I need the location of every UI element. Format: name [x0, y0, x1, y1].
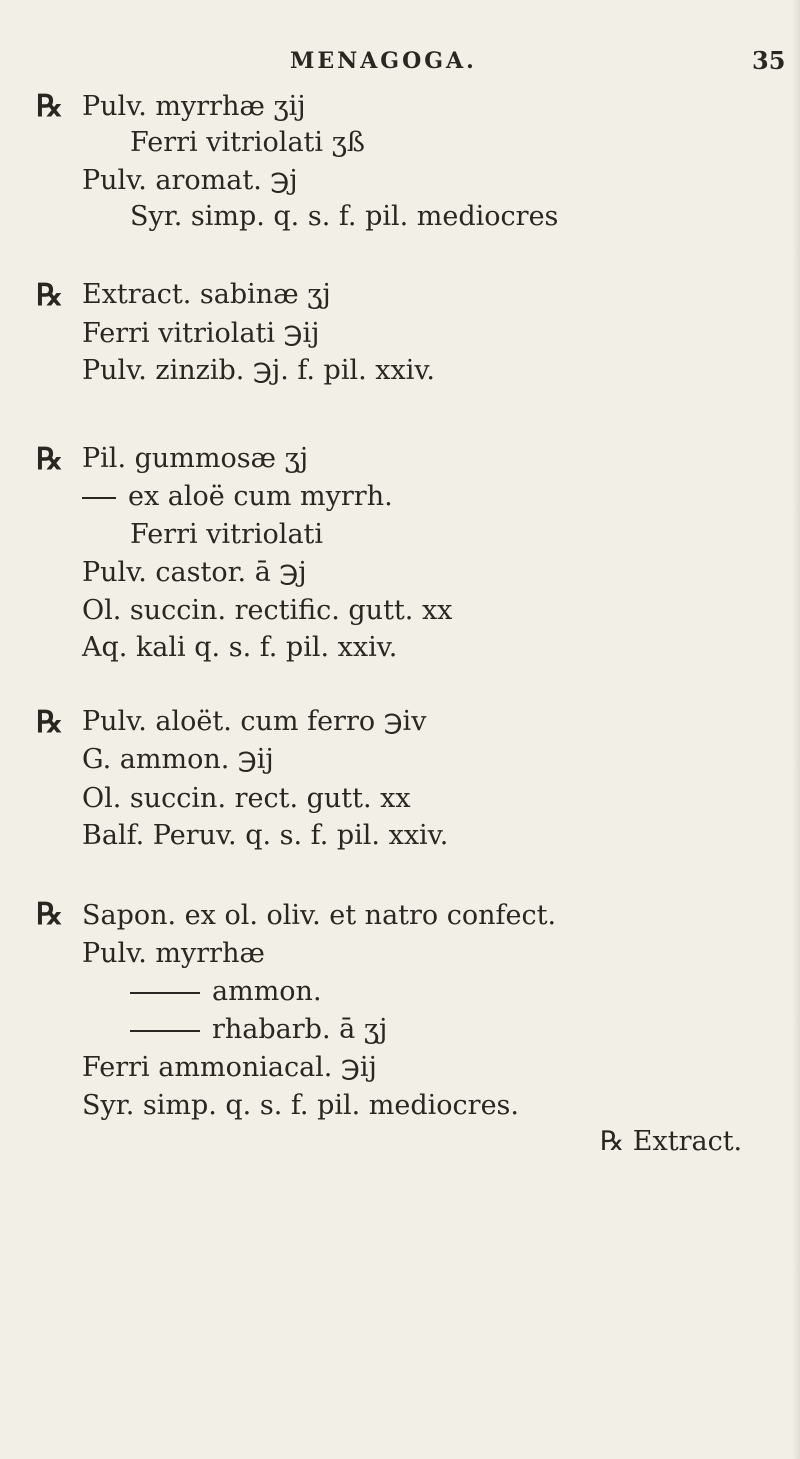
ditto-dash [82, 497, 116, 499]
page-title: MENAGOGA. [290, 48, 477, 74]
recipe-symbol: ℞ [36, 89, 63, 124]
recipe-line: Ferri vitriolati ʒß [130, 127, 365, 158]
page-number: 35 [752, 46, 786, 75]
recipe-line: Pil. gummosæ ʒj [82, 443, 309, 474]
recipe-line: Pulv. myrrhæ [82, 938, 265, 969]
running-header [0, 42, 800, 82]
recipe-line: Balf. Peruv. q. s. f. pil. xxiv. [82, 820, 449, 851]
recipe-line: Pulv. aloët. cum ferro ℈iv [82, 706, 427, 737]
recipe-symbol: ℞ [36, 705, 63, 740]
recipe-line: Ol. succin. rectific. gutt. xx [82, 595, 453, 626]
recipe-symbol: ℞ [36, 278, 63, 313]
recipe-line: Syr. simp. q. s. f. pil. mediocres. [82, 1090, 519, 1121]
recipe-line: Ferri vitriolati [130, 519, 324, 550]
recipe-line: G. ammon. ℈ij [82, 744, 274, 775]
recipe-line: Ol. succin. rect. gutt. xx [82, 783, 411, 814]
catchword: ℞ Extract. [600, 1126, 743, 1157]
recipe-line: Aq. kali q. s. f. pil. xxiv. [82, 632, 398, 663]
recipe-line: Pulv. castor. ā ℈j [82, 557, 307, 588]
recipe-line: Pulv. zinzib. ℈j. f. pil. xxiv. [82, 355, 435, 386]
recipe-symbol: ℞ [36, 442, 63, 477]
ditto-dash [130, 1030, 200, 1032]
recipe-line: ex aloë cum myrrh. [82, 483, 393, 510]
recipe-line: Extract. sabinæ ʒj [82, 279, 331, 310]
recipe-line: Syr. simp. q. s. f. pil. mediocres [130, 201, 559, 232]
recipe-symbol: ℞ [36, 897, 63, 932]
recipe-line: Sapon. ex ol. oliv. et natro confect. [82, 900, 557, 931]
recipe-line: Pulv. myrrhæ ʒij [82, 91, 306, 122]
recipe-line: Pulv. aromat. ℈j [82, 165, 298, 196]
recipe-line: Ferri vitriolati ℈ij [82, 318, 320, 349]
recipe-line: Ferri ammoniacal. ℈ij [82, 1052, 377, 1083]
ditto-dash [130, 992, 200, 994]
page-edge [792, 0, 800, 1459]
recipe-line: rhabarb. ā ʒj [130, 1016, 387, 1043]
recipe-line: ammon. [130, 978, 322, 1005]
